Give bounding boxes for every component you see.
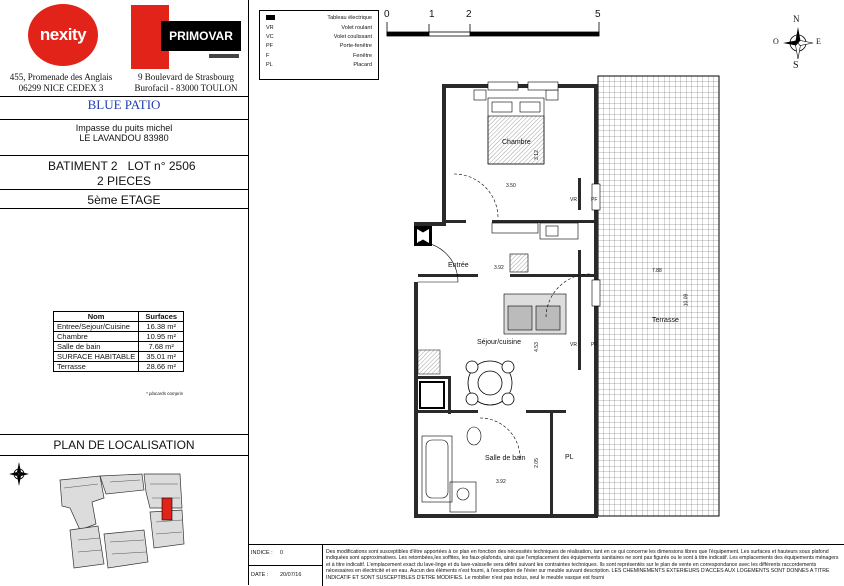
- legend-item: [264, 53, 374, 61]
- address-line: 06299 NICE CEDEX 3: [18, 83, 104, 93]
- legend-label: Porte-fenêtre: [339, 43, 372, 49]
- dining-table: [466, 361, 514, 405]
- compass-south-label: S: [793, 60, 799, 71]
- localisation-site-plan: [40, 468, 230, 580]
- location-line: Impasse du puits michel: [75, 123, 173, 133]
- surface-cell: 28.66 m²: [139, 362, 184, 372]
- address-nexity: [2, 72, 120, 94]
- table-row: [54, 322, 184, 332]
- lot-location-highlight: [162, 498, 172, 520]
- room-name-cell: Entree/Sejour/Cuisine: [54, 322, 139, 332]
- divider: [0, 189, 248, 190]
- compass-rose-icon: [782, 26, 814, 60]
- room-label-sejour: Séjour/cuisine: [477, 339, 521, 346]
- surface-cell: 7.68 m²: [139, 342, 184, 352]
- window-code-label: VR: [570, 197, 577, 203]
- legend-code: PL: [266, 62, 273, 68]
- primovar-logo-text: PRIMOVAR: [161, 21, 241, 51]
- dimension-label: 7.88: [652, 268, 662, 274]
- nexity-logo: nexity: [28, 4, 98, 66]
- divider: [0, 434, 248, 435]
- legend-item: [264, 43, 374, 51]
- lot-number: LOT n° 2506: [127, 159, 196, 173]
- info-panel: [0, 0, 249, 585]
- building-label: BATIMENT 2: [48, 159, 118, 173]
- legend-code: VC: [266, 34, 274, 40]
- rooms-count: 2 PIECES: [96, 174, 152, 188]
- room-label-entree: Entrée: [448, 262, 469, 269]
- room-name-cell: Salle de bain: [54, 342, 139, 352]
- divider: [248, 565, 322, 566]
- terrace-area: [598, 76, 719, 516]
- compass-north-label: N: [793, 14, 800, 24]
- address-line: 9 Boulevard de Strasbourg: [137, 72, 235, 82]
- electric-panel-icon: [266, 15, 275, 20]
- dimension-label: 3.92: [496, 479, 506, 485]
- room-label-pl: PL: [565, 454, 574, 461]
- date-label: DATE :: [251, 572, 269, 578]
- disclaimer-text: Des modifications sont susceptibles d'être apportées à ce plan en fonction des nécessités techniques de réalisation, tant en ce qui concerne les dimensions libres que l'équipement. Les surfaces et hauteurs sous plafond indiquées sont approximatives. Les retombées,les soffites, les faux-plafonds, ainsi que l'emplacement des équipements sanitaires ne sont pas figurés ou le sont à titre indicatif. Les emplacements des équipements ménagers et à titre indicatif. L'emplacement exact du lave-linge et du lave-vaisselle sera défini suivant les contraintes techniques. Ils sont représentés sur le plan de vente en correspondance avec les différents raccordements nécessaires en électricité et en eau. Aucun des éléments n'est fourni, à l'exception de l'évier sur meuble suivant description. LES CHEMINEMENTS EXTERIEURS D'ACCES AUX LOGEMENTS SONT DONNES A TITRE INDICATIF ET SONT SUSCEPTIBLES D'ETRE MODIFIES. Le mobilier n'est pas inclus, seul le meuble vasque est fourni: [326, 549, 839, 581]
- bathroom-circle: [480, 418, 520, 458]
- divider: [0, 119, 248, 120]
- legend-label: Volet roulant: [341, 25, 372, 31]
- room-name-cell: Terrasse: [54, 362, 139, 372]
- dimension-label: 4.53: [533, 342, 540, 352]
- primovar-logo: [131, 5, 241, 69]
- surface-cell: 10.95 m²: [139, 332, 184, 342]
- surfaces-footnote: * placards compris: [146, 391, 184, 396]
- mini-compass-icon: [8, 461, 30, 487]
- divider: [0, 208, 248, 209]
- legend-item: [264, 25, 374, 33]
- window-code-label: PF: [591, 197, 598, 203]
- floor-label: 5ème ETAGE: [87, 193, 161, 207]
- fridge: [418, 350, 440, 374]
- room-label-chambre: Chambre: [502, 139, 531, 146]
- shaft: [420, 382, 444, 408]
- column-header: Surfaces: [139, 312, 184, 322]
- legend-item: [264, 34, 374, 42]
- localisation-title: PLAN DE LOCALISATION: [53, 438, 195, 452]
- index-label: INDICE :: [251, 550, 273, 556]
- window-code-label: VR: [570, 342, 577, 348]
- table-row: [54, 352, 184, 362]
- project-name: BLUE PATIO: [87, 97, 161, 112]
- footer: [248, 544, 844, 586]
- legend-label: Fenêtre: [353, 53, 372, 59]
- room-name-cell: SURFACE HABITABLE: [54, 352, 139, 362]
- scale-bar: [386, 22, 602, 38]
- legend-code: F: [266, 53, 270, 59]
- compass-east-label: E: [816, 37, 821, 46]
- table-row: [54, 362, 184, 372]
- legend-code: VR: [266, 25, 274, 31]
- dimension-label: 2.05: [533, 458, 540, 468]
- scale-tick-label: 2: [466, 9, 472, 20]
- bedroom-door-swing: [454, 174, 498, 218]
- lot-building-line: [48, 159, 196, 173]
- address-line: Burofacil - 83000 TOULON: [134, 83, 238, 93]
- table-row: [54, 342, 184, 352]
- dimension-label: 3.92: [494, 265, 504, 271]
- date-value: 20/07/16: [280, 572, 302, 578]
- legend-label: Placard: [353, 62, 372, 68]
- scale-tick-label: 5: [595, 9, 601, 20]
- legend-item: [264, 15, 374, 23]
- room-label-sdb: Salle de bain: [485, 455, 526, 462]
- bathroom-fixtures: [422, 427, 481, 512]
- table-row: [54, 332, 184, 342]
- nightstands: [474, 90, 558, 100]
- divider: [0, 155, 248, 156]
- legend-code: PF: [266, 43, 274, 49]
- kitchen-counter: [510, 223, 578, 272]
- dimension-label: 3.50: [506, 183, 516, 189]
- column-header: Nom: [54, 312, 139, 322]
- address-primovar: [124, 72, 248, 94]
- index-value: 0: [280, 550, 284, 556]
- compass-west-label: O: [773, 37, 779, 46]
- location-line: LE LAVANDOU 83980: [79, 133, 169, 143]
- scale-tick-label: 0: [384, 9, 390, 20]
- room-name-cell: Chambre: [54, 332, 139, 342]
- table-header-row: [54, 312, 184, 322]
- divider: [0, 455, 248, 456]
- address-line: 455, Promenade des Anglais: [9, 72, 113, 82]
- closet: [492, 223, 538, 233]
- legend-label: Tableau électrique: [327, 15, 372, 21]
- surface-cell: 35.01 m²: [139, 352, 184, 362]
- sofa: [504, 294, 566, 334]
- floor-plan: [400, 70, 724, 522]
- legend-label: Volet coulissant: [333, 34, 372, 40]
- surface-cell: 16.38 m²: [139, 322, 184, 332]
- project-location: [0, 123, 248, 143]
- surfaces-table: [53, 311, 184, 372]
- primovar-logo-underline: [209, 54, 239, 58]
- dimension-label: 3.12: [533, 150, 540, 160]
- scale-tick-label: 1: [429, 9, 435, 20]
- footer-meta: [248, 545, 323, 586]
- dimension-label: 10.09: [683, 293, 690, 307]
- legend-item: [264, 62, 374, 70]
- legend-box: [259, 10, 379, 80]
- room-label-terrasse: Terrasse: [652, 317, 679, 324]
- window-code-label: PF: [591, 342, 598, 348]
